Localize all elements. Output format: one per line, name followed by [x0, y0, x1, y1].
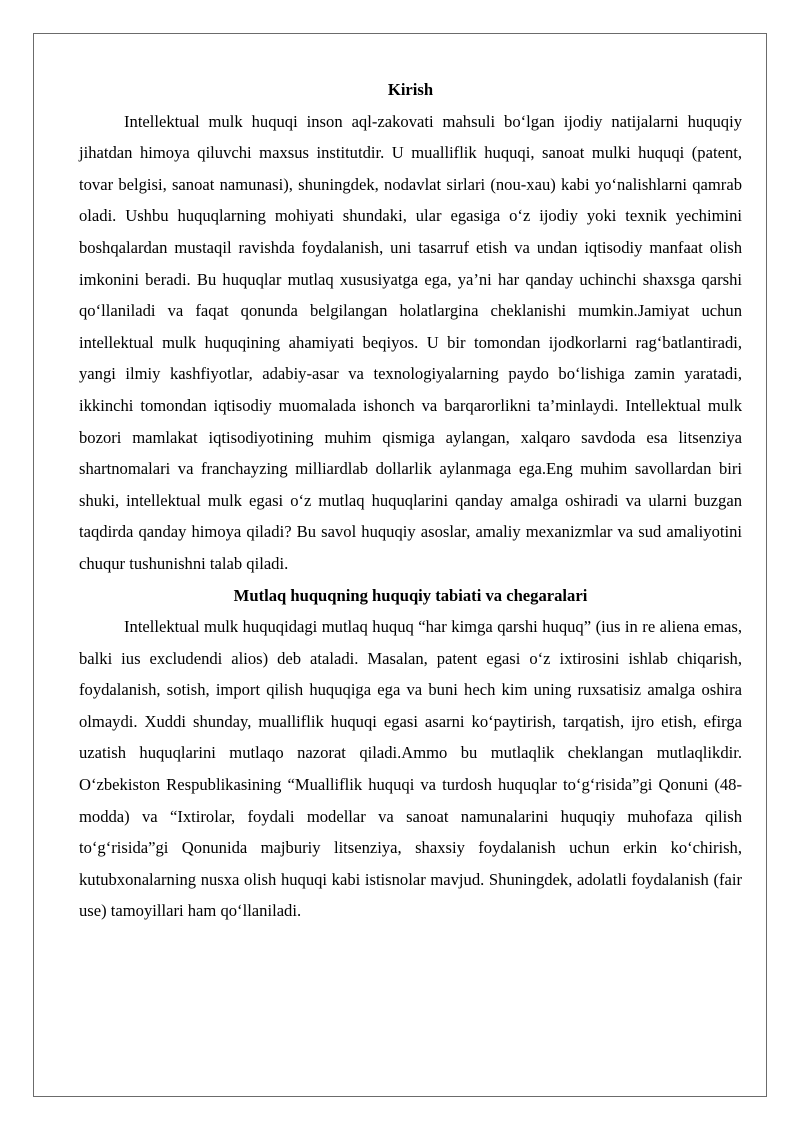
section-paragraph-kirish: Intellektual mulk huquqi inson aql-zakovati mahsuli bo‘lgan ijodiy natijalarni huquqiy jihatdan himoya qiluvchi maxsus institutdir. U mualliflik huquqi, sanoat mulki huquqi (patent, tovar belgisi, sanoat namunasi), shuningdek, nodavlat sirlari (nou-xau) kabi yo‘nalishlarni qamrab oladi. Ushbu huquqlarning mohiyati shundaki, ular egasiga o‘z ijodiy yoki texnik yechimini boshqalardan mustaqil ravishda foydalanish, uni tasarruf etish va undan iqtisodiy manfaat olish imkonini beradi. Bu huquqlar mutlaq xususiyatga ega, ya’ni har qanday uchinchi shaxsga qarshi qo‘llaniladi va faqat qonunda belgilangan holatlargina cheklanishi mumkin.Jamiyat uchun intellektual mulk huquqining ahamiyati beqiyos. U bir tomondan ijodkorlarni rag‘batlantiradi, yangi ilmiy kashfiyotlar, adabiy-asar va texnologiyalarning paydo bo‘lishiga zamin yaratadi, ikkinchi tomondan iqtisodiy muomalada ishonch va barqarorlikni ta’minlaydi. Intellektual mulk bozori mamlakat iqtisodiyotining muhim qismiga aylangan, xalqaro savdoda esa litsenziya shartnomalari va franchayzing milliardlab dollarlik aylanmaga ega.Eng muhim savollardan biri shuki, intellektual mulk egasi o‘z mutlaq huquqlarini qanday amalga oshiradi va ularni buzgan taqdirda qanday himoya qiladi? Bu savol huquqiy asoslar, amaliy mexanizmlar va sud amaliyotini chuqur tushunishni talab qiladi.: [79, 111, 742, 573]
section-heading-mutlaq-huquq: Mutlaq huquqning huquqiy tabiati va chegaralari: [233, 585, 588, 605]
document-body: [79, 74, 742, 927]
section-paragraph-mutlaq-huquq: Intellektual mulk huquqidagi mutlaq huquq “har kimga qarshi huquq” (ius in re aliena emas, balki ius excludendi alios) deb ataladi. Masalan, patent egasi o‘z ixtirosini ishlab chiqarish, foydalanish, sotish, import qilish huquqiga ega va buni hech kim uning ruxsatisiz amalga oshira olmaydi. Xuddi shunday, mualliflik huquqi egasi asarni ko‘paytirish, tarqatish, ijro etish, efirga uzatish huquqlarini mutlaqo nazorat qiladi.Ammo bu mutlaqlik cheklangan mutlaqlikdir. O‘zbekiston Respublikasining “Mualliflik huquqi va turdosh huquqlar to‘g‘risida”gi Qonuni (48-modda) va “Ixtirolar, foydali modellar va sanoat namunalarini huquqiy muhofaza qilish to‘g‘risida”gi Qonunida majburiy litsenziya, shaxsiy foydalanish uchun erkin ko‘chirish, kutubxonalarning nusxa olish huquqi kabi istisnolar mavjud. Shuningdek, adolatli foydalanish (fair use) tamoyillari ham qo‘llaniladi.: [79, 617, 742, 921]
section-heading-kirish: Kirish: [387, 80, 434, 99]
